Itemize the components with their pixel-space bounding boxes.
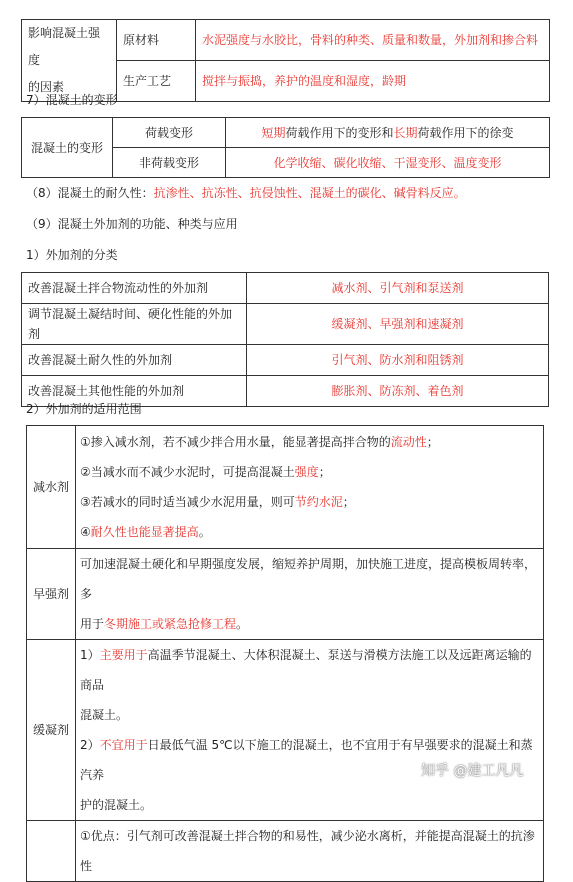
admixture-scope-table bbox=[26, 425, 544, 882]
factor-label-raw-materials: 原材料 bbox=[117, 20, 196, 61]
table-row bbox=[27, 549, 544, 640]
admixture-name-water-reducer: 减水剂 bbox=[27, 426, 76, 549]
table-row: 改善混凝土其他性能的外加剂 膨胀剂、防冻剂、着色剂 bbox=[22, 376, 549, 407]
concrete-strength-factors-table bbox=[21, 19, 550, 102]
heading-classification: 1）外加剂的分类 bbox=[26, 248, 118, 262]
deformation-value-load: 短期荷载作用下的变形和长期荷载作用下的徐变 bbox=[226, 118, 550, 148]
water-reducer-description: ①掺入减水剂，若不减少拌合用水量，能显著提高拌合物的流动性； ②当减水而不减少水泥时，可提高混凝土强度； ③若减水的同时适当减少水泥用量，则可节约水泥； ④耐久性也能显著提高。 bbox=[76, 426, 544, 549]
deformation-value-nonload: 化学收缩、碳化收缩、干湿变形、温度变形 bbox=[226, 148, 550, 178]
admixture-classification-table bbox=[21, 272, 549, 407]
admixture-name-early-strength: 早强剂 bbox=[27, 549, 76, 640]
deformation-label-nonload: 非荷载变形 bbox=[113, 148, 226, 178]
factor-value-production: 搅拌与振捣，养护的温度和湿度，龄期 bbox=[196, 61, 550, 102]
heading-scope: 2）外加剂的适用范围 bbox=[26, 402, 142, 416]
watermark: 知乎 @建工凡凡 bbox=[421, 763, 524, 779]
air-entraining-description: ①优点：引气剂可改善混凝土拌合物的和易性，减少泌水离析，并能提高混凝土的抗渗性 bbox=[76, 821, 544, 882]
table-row: 改善混凝土耐久性的外加剂 引气剂、防水剂和阻锈剂 bbox=[22, 345, 549, 376]
heading-admixture: （9）混凝土外加剂的功能、种类与应用 bbox=[26, 217, 238, 231]
admixture-name-air-entraining bbox=[27, 821, 76, 882]
table-row bbox=[27, 821, 544, 882]
factor-label-production: 生产工艺 bbox=[117, 61, 196, 102]
deformation-label-load: 荷载变形 bbox=[113, 118, 226, 148]
factor-value-raw-materials: 水泥强度与水胶比，骨料的种类、质量和数量，外加剂和掺合料 bbox=[196, 20, 550, 61]
table-row: 改善混凝土拌合物流动性的外加剂 减水剂、引气剂和泵送剂 bbox=[22, 273, 549, 304]
strength-factors-row-header: 影响混凝土强度 的因素 bbox=[22, 20, 117, 102]
table-row: 调节混凝土凝结时间、硬化性能的外加剂 缓凝剂、早强剂和速凝剂 bbox=[22, 304, 549, 345]
heading-deformation: 7）混凝土的变形 bbox=[26, 93, 118, 107]
table-row bbox=[27, 426, 544, 549]
durability-line: （8）混凝土的耐久性：抗渗性、抗冻性、抗侵蚀性、混凝土的碳化、碱骨料反应。 bbox=[26, 186, 466, 200]
deformation-row-header: 混凝土的变形 bbox=[22, 118, 113, 178]
concrete-deformation-table bbox=[21, 117, 550, 178]
retarder-description: 1）主要用于高温季节混凝土、大体积混凝土、泵送与滑模方法施工以及远距离运输的商品 混凝土。 2）不宜用于日最低气温 5℃以下施工的混凝土，也不宜用于有早强要求的混凝土和蒸汽养 护的混凝土。 bbox=[76, 640, 544, 821]
early-strength-description: 可加速混凝土硬化和早期强度发展，缩短养护周期，加快施工进度，提高模板周转率，多 用于冬期施工或紧急抢修工程。 bbox=[76, 549, 544, 640]
admixture-name-retarder: 缓凝剂 bbox=[27, 640, 76, 821]
table-row bbox=[27, 640, 544, 821]
